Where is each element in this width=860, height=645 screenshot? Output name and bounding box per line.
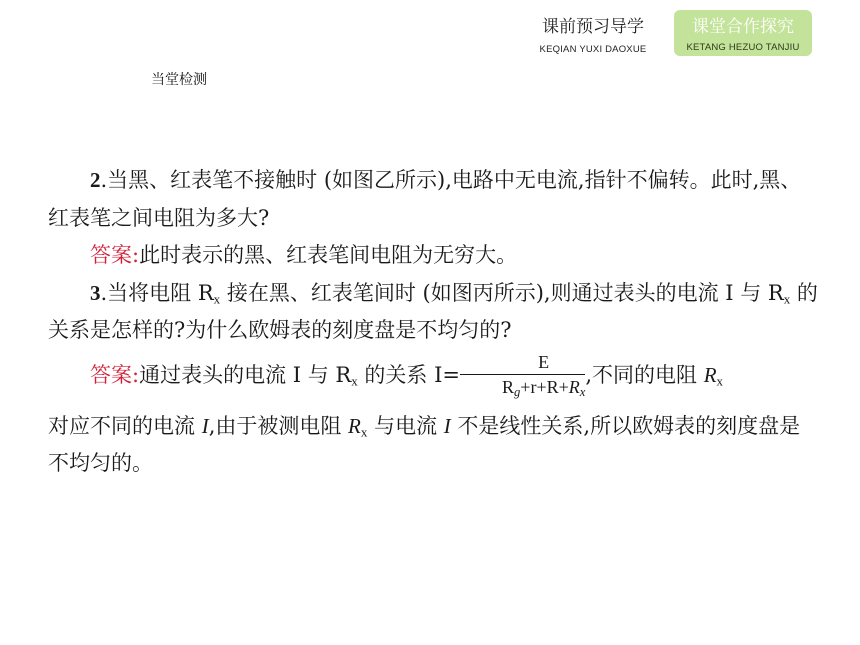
answer-2-label: 答案: — [90, 243, 140, 267]
answer-2 — [48, 237, 818, 275]
answer-3-label: 答案: — [90, 362, 140, 387]
nav-preview-title: 课前预习导学 — [542, 17, 644, 37]
formula-den-rx: R — [568, 376, 580, 397]
section-label: 当堂检测 — [151, 72, 207, 88]
question-3-text-2: 接在黑、红表笔间时 (如图丙所示),则通过表头的电流 I 与 R — [220, 280, 784, 305]
answer-3-text-2: 的关系 I= — [357, 362, 460, 387]
question-3 — [48, 275, 818, 350]
answer-3-italic-i-1: I — [201, 413, 209, 438]
answer-3-continuation — [48, 408, 818, 483]
answer-2-text: 此时表示的黑、红表笔间电阻为无穷大。 — [139, 243, 518, 267]
nav-explore-subtitle: KETANG HEZUO TANJIU — [686, 42, 800, 53]
question-3-sub-2: x — [783, 290, 791, 306]
nav-preview-tab[interactable] — [528, 14, 658, 56]
current-formula-fraction — [460, 352, 585, 397]
formula-den-sub-x: x — [579, 384, 586, 399]
question-3-sub-1: x — [213, 290, 221, 306]
answer-3-formula-line — [48, 350, 818, 408]
answer-3-text-3: ,不同的电阻 — [585, 362, 704, 387]
answer-3-sub-3: x — [360, 423, 368, 439]
answer-3-italic-i-2: I — [443, 413, 451, 438]
nav-preview-subtitle: KEQIAN YUXI DAOXUE — [539, 44, 647, 55]
question-3-text-3: 的关系是怎样的?为什么欧姆表的刻度盘是不均匀的? — [48, 280, 818, 342]
nav-explore-tab[interactable] — [674, 10, 812, 56]
question-3-text-1: .当将电阻 R — [100, 280, 214, 305]
formula-den-r: R — [501, 376, 514, 397]
answer-3-italic-r: R — [703, 362, 717, 387]
formula-numerator: E — [538, 351, 550, 372]
answer-3-sub-1: x — [351, 372, 358, 388]
question-2-number: 2 — [90, 168, 101, 192]
answer-3-b5: 与电流 — [367, 413, 444, 438]
formula-den-mid: +r+R+ — [520, 376, 569, 397]
question-3-number: 3 — [90, 280, 101, 305]
answer-3-b3: ,由于被测电阻 — [208, 413, 349, 438]
answer-3-b1: 对应不同的电流 — [48, 413, 202, 438]
formula-den-sub-g: g — [514, 384, 521, 399]
answer-3-sub-2: x — [716, 372, 724, 388]
answer-3-text-1: 通过表头的电流 I 与 R — [139, 362, 352, 387]
formula-denominator — [460, 374, 585, 397]
question-2-text: .当黑、红表笔不接触时 (如图乙所示),电路中无电流,指针不偏转。此时,黑、红表笔之间电阻为多大? — [48, 168, 802, 230]
question-content — [48, 162, 818, 483]
answer-3-italic-r-2: R — [348, 413, 361, 438]
answer-3-b7: 不是线性关系,所以欧姆表的刻度盘是不均匀的。 — [48, 413, 801, 475]
question-2 — [48, 162, 818, 237]
nav-explore-title: 课堂合作探究 — [692, 17, 794, 37]
